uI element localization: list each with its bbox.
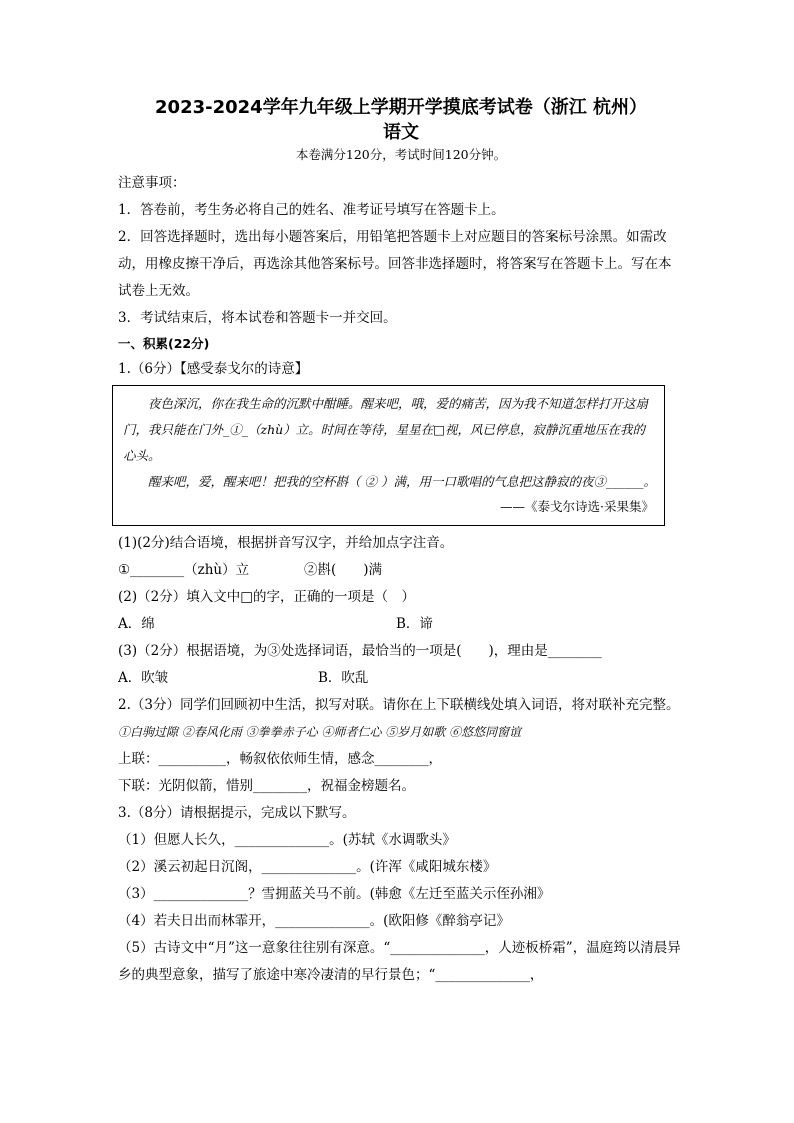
option-b[interactable]: B．谛 [396,616,433,632]
option-b[interactable]: B．吹乱 [318,670,369,686]
subject-title: 语文 [383,122,419,143]
option-a[interactable]: A．绵 [118,616,155,632]
dictation-item[interactable]: （2）溪云初起日沉阁，______________。(许浑《咸阳城东楼》 [118,859,497,875]
passage-source: ——《泰戈尔诗选·采果集》 [500,499,654,514]
q1-sub1-blank-b[interactable]: ②斟( )满 [304,562,383,578]
question-2-header: 2.（3分）同学们回顾初中生活，拟写对联。请你在上下联横线处填入词语，将对联补充完整。 [118,697,680,713]
dictation-item[interactable]: （5）古诗文中“月”这一意象往往别有深意。“______________，人迹板桥霜”，温庭筠以清晨异乡的典型意象，描写了旅途中寒冷凄清的早行景色；“______________， [118,940,681,983]
dictation-item[interactable]: （1）但愿人长久，______________。(苏轼《水调歌头》 [118,832,456,848]
idiom-choices: ①白驹过隙 ②春风化雨 ③拳拳赤子心 ④师者仁心 ⑤岁月如歌 ⑥悠悠同窗谊 [118,725,522,739]
question-1-header: 1.（6分）【感受泰戈尔的诗意】 [118,361,309,377]
poem-passage-box [112,385,665,526]
q1-sub1-blank-a[interactable]: ①________（zhù）立 [118,562,250,578]
q1-sub1-blanks [118,557,684,584]
option-a[interactable]: A．吹皱 [118,670,169,686]
q1-sub2: (2)（2分）填入文中□的字，正确的一项是（ ） [118,589,415,605]
instructions-heading: 注意事项： [118,175,186,191]
dictation-item[interactable]: （3）______________？雪拥蓝关马不前。(韩愈《左迁至蓝关示侄孙湘》 [118,886,551,902]
q1-sub1: (1)(2分)结合语境，根据拼音写汉字，并给加点字注音。 [118,535,454,551]
couplet-upper[interactable]: 上联：__________，畅叙依依师生情，感念________， [118,751,442,767]
instruction-item: 3．考试结束后，将本试卷和答题卡一并交回。 [118,310,397,326]
q1-sub3: (3)（2分）根据语境，为③处选择词语，最恰当的一项是( )，理由是________ [118,643,602,659]
passage-paragraph: 夜色深沉，你在我生命的沉默中酣睡。醒来吧，哦，爱的痛苦，因为我不知道怎样打开这扇门，我只能在门外_①_（zhù）立。时间在等待，星星在□视，风已停息，寂静沉重地压在我的心头。 [123,396,649,463]
section-heading: 一、积累(22分) [118,336,210,351]
exam-note: 本卷满分120分，考试时间120分钟。 [295,147,507,162]
dictation-item[interactable]: （4）若夫日出而林霏开，______________。(欧阳修《醉翁亭记》 [118,913,510,929]
question-3-header: 3.（8分）请根据提示，完成以下默写。 [118,805,356,821]
passage-paragraph: 醒来吧，爱，醒来吧！把我的空杯斟（ ② ）满，用一口歌唱的气息把这静寂的夜③______。 [148,474,656,489]
instruction-item: 2．回答选择题时，选出每小题答案后，用铅笔把答题卡上对应题目的答案标号涂黑。如需改动，用橡皮擦干净后，再选涂其他答案标号。回答非选择题时，将答案写在答题卡上。写在本试卷上无效。 [118,229,672,299]
q1-sub3-options [118,665,684,692]
exam-title: 2023-2024学年九年级上学期开学摸底考试卷（浙江 杭州） [155,97,647,118]
exam-page [118,96,684,989]
couplet-lower[interactable]: 下联：光阴似箭，惜别________，祝福金榜题名。 [118,778,415,794]
instruction-item: 1．答卷前，考生务必将自己的姓名、准考证号填写在答题卡上。 [118,202,505,218]
q1-sub2-options [118,611,684,638]
